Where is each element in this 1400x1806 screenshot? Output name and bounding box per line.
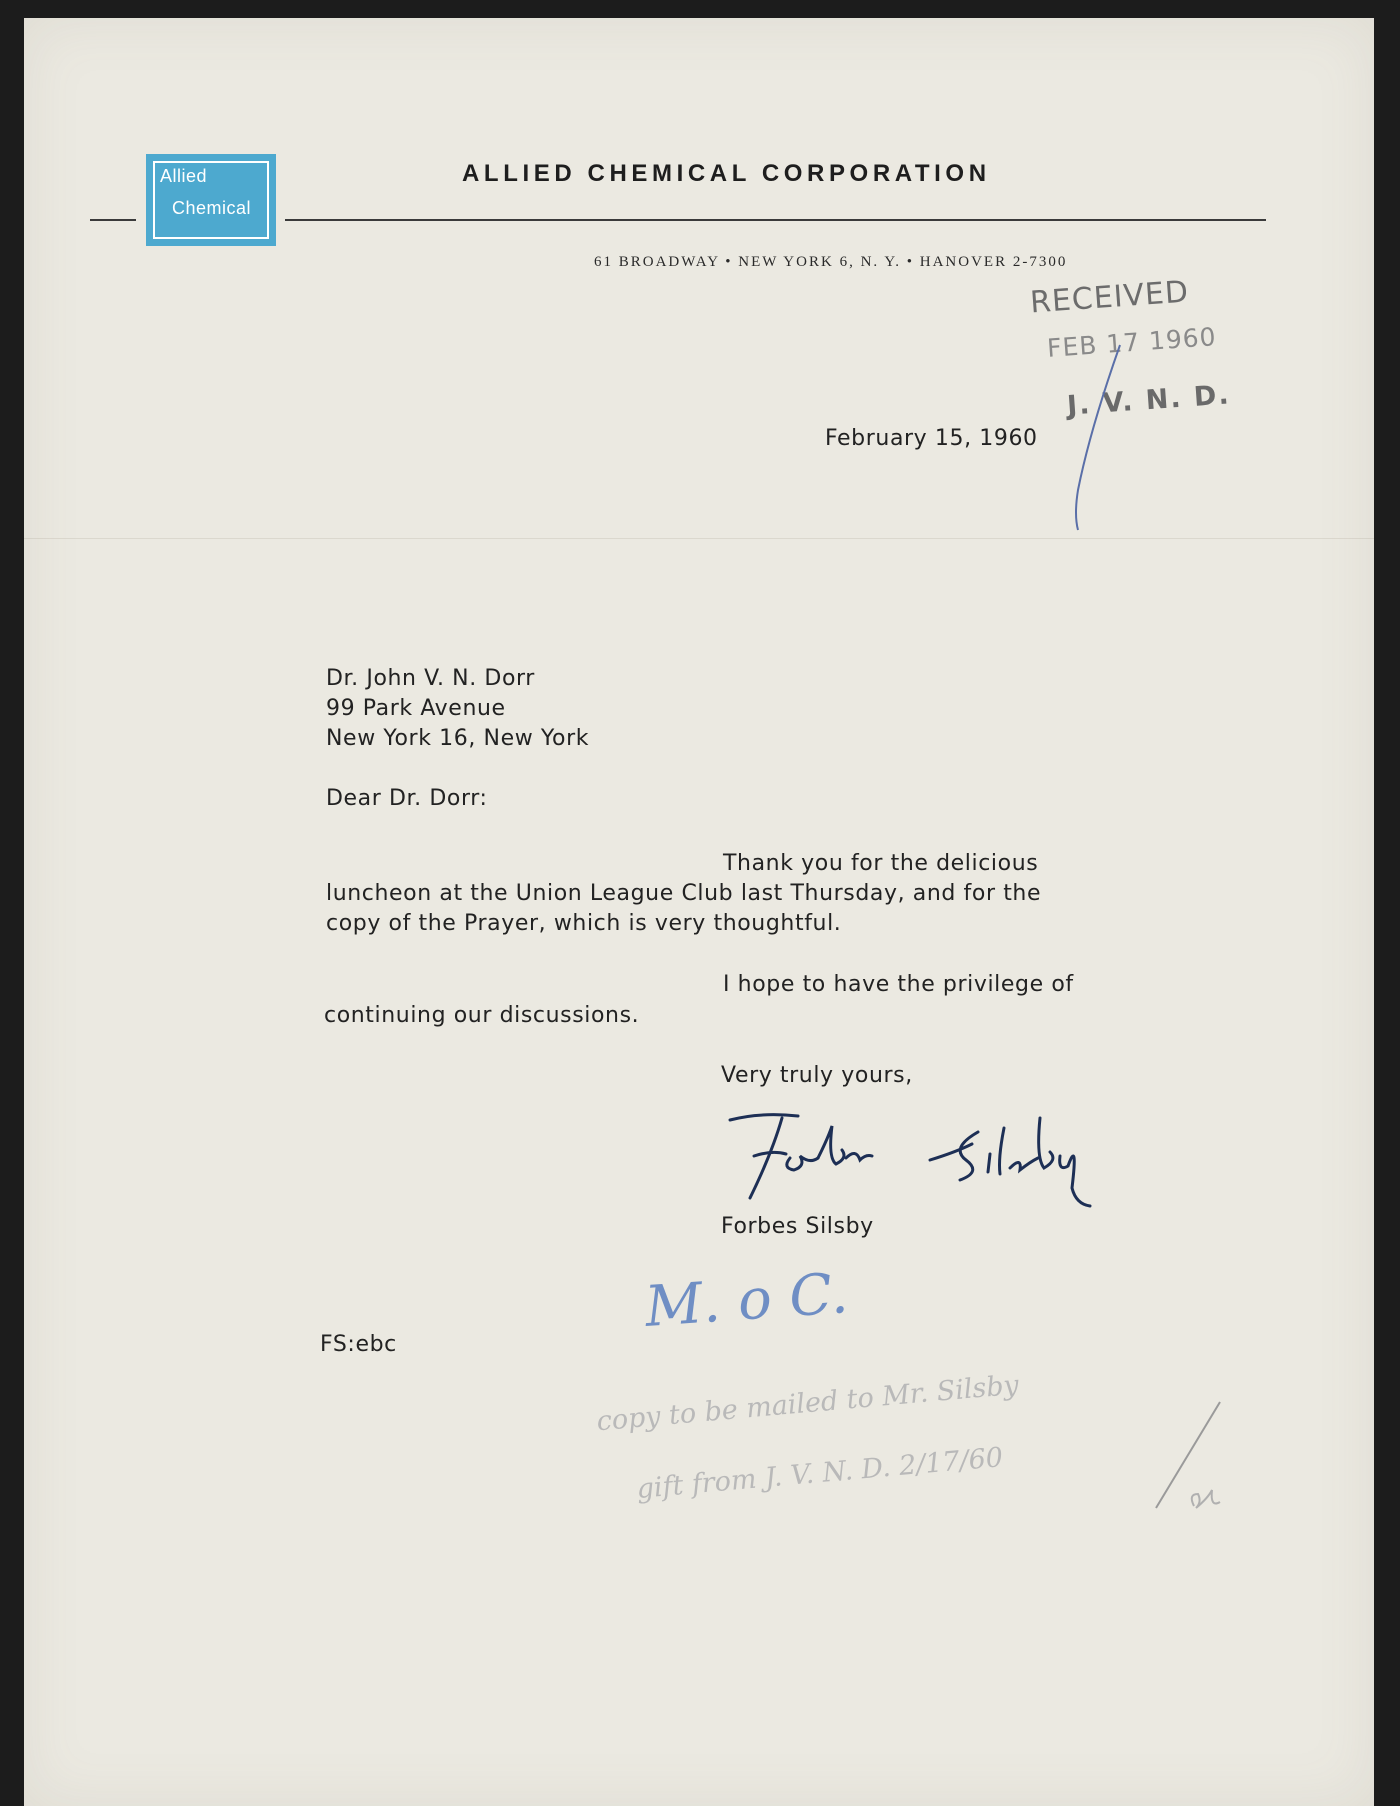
recipient-name: Dr. John V. N. Dorr [326,666,535,691]
salutation: Dear Dr. Dorr: [326,786,488,811]
handwritten-moc: M. o C. [642,1260,851,1341]
handwritten-signature [720,1098,1160,1208]
letter-date: February 15, 1960 [825,426,1038,451]
paper-fold [24,538,1374,539]
pen-stroke-mark [1050,340,1130,540]
received-stamp-initials: J. V. N. D. [1066,379,1232,422]
recipient-street: 99 Park Avenue [326,696,506,721]
letterhead-rule-left [90,219,136,221]
body-paragraph-2-line-2: continuing our discussions. [324,1003,640,1028]
body-paragraph-2-line-1: I hope to have the privilege of [723,972,1074,997]
signer-name: Forbes Silsby [721,1214,874,1239]
received-stamp: RECEIVED [1028,274,1191,321]
letterhead-rule-right [285,219,1266,221]
body-paragraph-1-line-2: luncheon at the Union League Club last Thursday, and for the [326,881,1042,906]
typist-initials: FS:ebc [320,1332,397,1357]
logo-text-allied: Allied [160,166,208,186]
handwritten-note-line-1: copy to be mailed to Mr. Silsby [595,1369,1020,1438]
received-stamp-date: FEB 17 1960 [1046,322,1218,363]
company-logo [146,154,276,246]
handwritten-slash-mark [1150,1398,1240,1528]
logo-text-chemical: Chemical [172,198,252,218]
closing: Very truly yours, [721,1063,913,1088]
body-paragraph-1-line-1: Thank you for the delicious [723,851,1039,876]
company-name: ALLIED CHEMICAL CORPORATION [462,160,991,187]
body-paragraph-1-line-3: copy of the Prayer, which is very thoughtful. [326,911,842,936]
handwritten-note-line-2: gift from J. V. N. D. 2/17/60 [635,1442,1005,1505]
company-address: 61 BROADWAY • NEW YORK 6, N. Y. • HANOVER 2-7300 [594,254,1068,270]
recipient-city: New York 16, New York [326,726,590,751]
